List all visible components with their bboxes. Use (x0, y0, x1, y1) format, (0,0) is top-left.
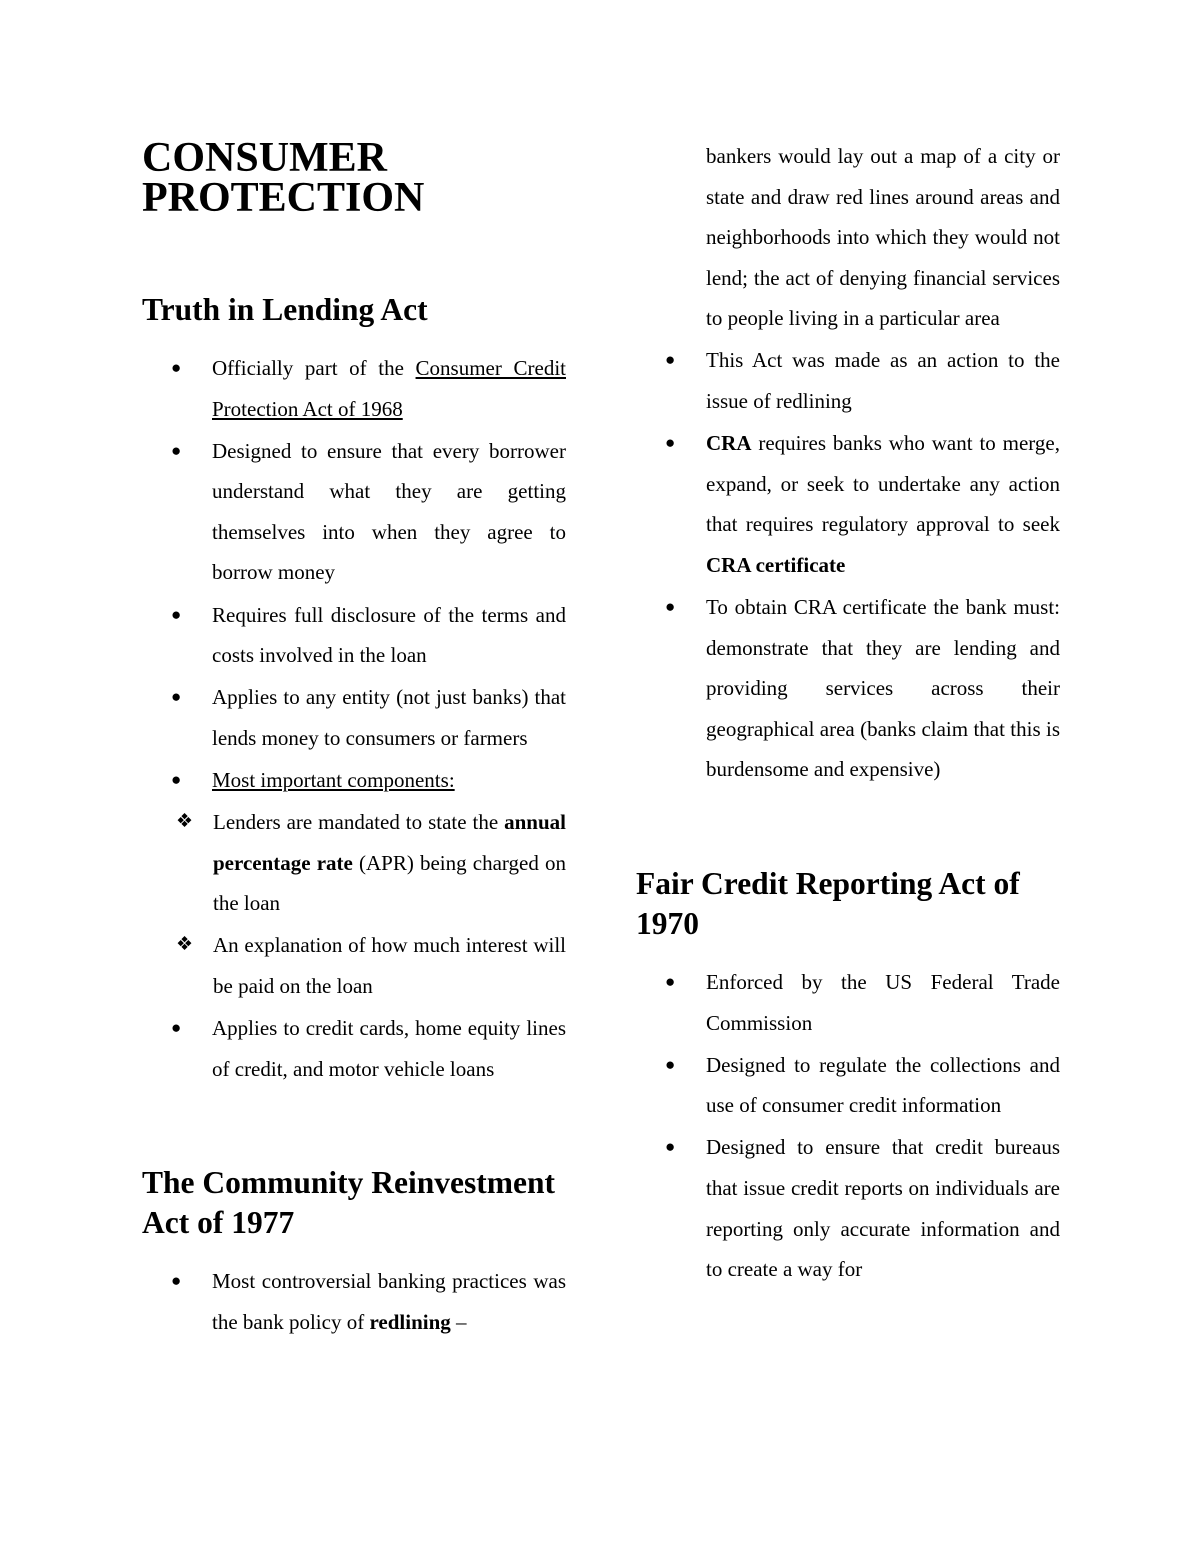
list-item: ● Designed to ensure that every borrower understand what they are getting themselves into when they agree to borrow money (142, 431, 566, 593)
bullet-dot-icon: ● (665, 433, 676, 453)
community-reinvestment-list-cont (636, 340, 1060, 790)
list-item: ● Enforced by the US Federal Trade Commission (636, 962, 1060, 1043)
four-diamond-icon: ❖ (176, 934, 194, 956)
four-diamond-icon: ❖ (176, 811, 194, 833)
components-sublist (142, 802, 566, 1006)
list-item: ● Designed to regulate the collections and use of consumer credit information (636, 1045, 1060, 1126)
document-title: CONSUMER PROTECTION (142, 135, 425, 221)
sub-list-item: ❖ An explanation of how much interest will be paid on the loan (142, 925, 566, 1006)
fair-credit-reporting-list (636, 962, 1060, 1290)
section-heading-truth-in-lending: Truth in Lending Act (142, 292, 428, 327)
community-reinvestment-list (142, 1261, 566, 1342)
truth-in-lending-list-cont (142, 1008, 566, 1089)
list-item: ● Applies to credit cards, home equity lines of credit, and motor vehicle loans (142, 1008, 566, 1089)
list-item: ● Most controversial banking practices was the bank policy of redlining – (142, 1261, 566, 1342)
bullet-dot-icon: ● (665, 1137, 676, 1157)
section-heading-community-reinvestment: The Community Reinvestment Act of 1977 (142, 1165, 555, 1241)
list-item: ● To obtain CRA certificate the bank must: demonstrate that they are lending and providing services across their geographical area (banks claim that this is burdensome and expensive) (636, 587, 1060, 790)
sub-list-item: ❖ Lenders are mandated to state the annual percentage rate (APR) being charged on the loan (142, 802, 566, 924)
redlining-continuation: bankers would lay out a map of a city or state and draw red lines around areas and neighborhoods into which they would not lend; the act of denying financial services to people living in a particular area (706, 144, 1060, 331)
list-item: ● Requires full disclosure of the terms and costs involved in the loan (142, 595, 566, 676)
bullet-dot-icon: ● (665, 350, 676, 370)
bullet-dot-icon: ● (665, 1054, 676, 1074)
truth-in-lending-list (142, 348, 566, 801)
bullet-dot-icon: ● (171, 769, 182, 789)
bullet-dot-icon: ● (665, 597, 676, 617)
bullet-dot-icon: ● (171, 1018, 182, 1037)
list-item: ● This Act was made as an action to the issue of redlining (636, 340, 1060, 421)
section-heading-fair-credit-reporting: Fair Credit Reporting Act of 1970 (636, 866, 1020, 941)
list-item: ● Most important components: (142, 760, 566, 801)
list-item: ● Officially part of the Consumer Credit Protection Act of 1968 (142, 348, 566, 429)
right-column (636, 138, 1060, 1291)
list-item: ● CRA requires banks who want to merge, expand, or seek to undertake any action that requires regulatory approval to seek CRA certificate (636, 423, 1060, 585)
bullet-dot-icon: ● (171, 687, 182, 707)
bullet-dot-icon: ● (171, 358, 182, 377)
list-item: ● Applies to any entity (not just banks) that lends money to consumers or farmers (142, 677, 566, 758)
bullet-dot-icon: ● (171, 604, 182, 624)
bullet-dot-icon: ● (171, 1271, 182, 1291)
consumer-credit-protection-act-ref: Consumer Credit Protection Act of 1968 (212, 356, 566, 421)
left-column (142, 135, 566, 1344)
bullet-dot-icon: ● (171, 440, 182, 460)
list-item: ● Designed to ensure that credit bureaus that issue credit reports on individuals are reporting only accurate information and to create a way for (636, 1127, 1060, 1289)
bullet-dot-icon: ● (665, 972, 676, 991)
